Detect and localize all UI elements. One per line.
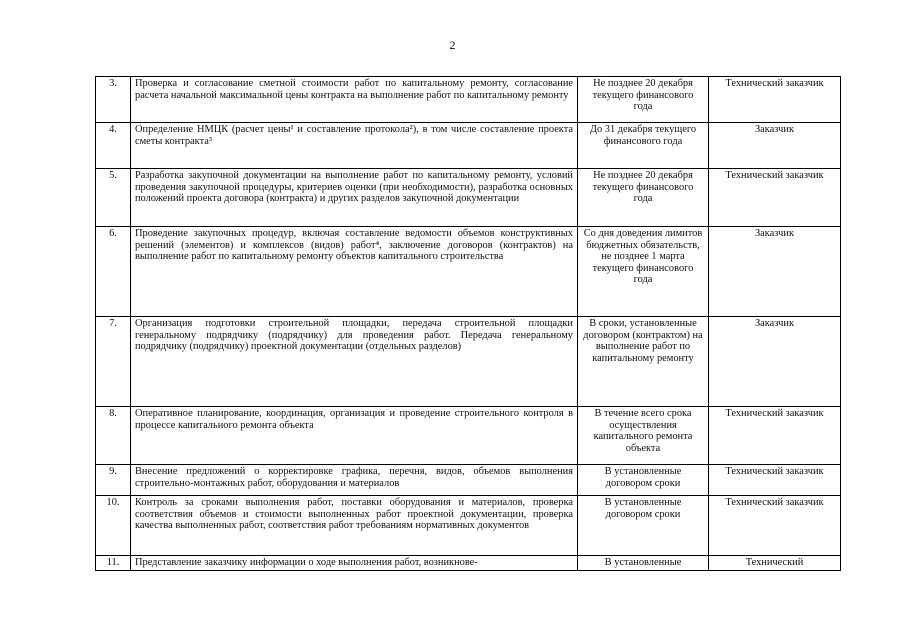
row-deadline: Не позднее 20 декабря текущего финансового года (578, 77, 709, 123)
row-responsible: Технический заказчик (709, 77, 841, 123)
row-number: 10. (96, 496, 131, 556)
row-deadline: Со дня доведения лимитов бюджетных обязательств, не позднее 1 марта текущего финансового года (578, 227, 709, 317)
row-responsible: Технический заказчик (709, 465, 841, 496)
row-responsible: Технический заказчик (709, 496, 841, 556)
row-deadline: Не позднее 20 декабря текущего финансового года (578, 169, 709, 227)
row-number: 9. (96, 465, 131, 496)
table-row (96, 123, 841, 169)
row-deadline: В установленные (578, 556, 709, 571)
row-number: 3. (96, 77, 131, 123)
row-responsible: Технический заказчик (709, 407, 841, 465)
row-deadline: До 31 декабря текущего финансового года (578, 123, 709, 169)
row-description: Внесение предложений о корректировке графика, перечня, видов, объемов выполнения строительно-монтажных работ, оборудования и материалов (131, 465, 578, 496)
table-row (96, 77, 841, 123)
row-number: 7. (96, 317, 131, 407)
row-number: 5. (96, 169, 131, 227)
row-description: Представление заказчику информации о ходе выполнения работ, возникнове- (131, 556, 578, 571)
page-number: 2 (449, 38, 456, 52)
table-row (96, 169, 841, 227)
table-row (96, 556, 841, 571)
table-row (96, 407, 841, 465)
table-row (96, 317, 841, 407)
row-description: Оперативное планирование, координация, организация и проведение строительного контроля в процессе капитального ремонта объекта (131, 407, 578, 465)
row-deadline: В течение всего срока осуществления капитального ремонта объекта (578, 407, 709, 465)
row-number: 8. (96, 407, 131, 465)
row-description: Проверка и согласование сметной стоимости работ по капитальному ремонту, согласование расчета начальной максимальной цены контракта на выполнение работ по капитальному ремонту (131, 77, 578, 123)
row-responsible: Технический заказчик (709, 169, 841, 227)
row-deadline: В установленные договором сроки (578, 496, 709, 556)
row-description: Разработка закупочной документации на выполнение работ по капитальному ремонту, условий проведения закупочной процедуры, критериев оценки (при необходимости), разработка основных положений проекта договора (контракта) и других разделов закупочной документации (131, 169, 578, 227)
row-number: 6. (96, 227, 131, 317)
row-responsible: Заказчик (709, 317, 841, 407)
row-description: Проведение закупочных процедур, включая составление ведомости объемов конструктивных решений (элементов) и комплексов (видов) работ⁴, заключение договоров (контрактов) на выполнение работ по капитальному ремонту объектов капитального строительства (131, 227, 578, 317)
row-number: 11. (96, 556, 131, 571)
row-responsible: Технический (709, 556, 841, 571)
row-deadline: В сроки, установленные договором (контрактом) на выполнение работ по капитальному ремонту (578, 317, 709, 407)
work-plan-table (95, 76, 841, 571)
row-responsible: Заказчик (709, 227, 841, 317)
row-description: Контроль за сроками выполнения работ, поставки оборудования и материалов, проверка соответствия объемов и стоимости выполненных работ проектной документации, проверка качества выполненных работ, соответствия работ требованиям нормативных документов (131, 496, 578, 556)
row-description: Определение НМЦК (расчет цены¹ и составление протокола²), в том числе составление проекта сметы контракта³ (131, 123, 578, 169)
table-row (96, 496, 841, 556)
table-row (96, 227, 841, 317)
row-description: Организация подготовки строительной площадки, передача строительной площадки генеральному подрядчику (подрядчику) для проведения работ. Передача генеральному подрядчику (подрядчику) проектной документации (отдельных разделов) (131, 317, 578, 407)
table-row (96, 465, 841, 496)
row-responsible: Заказчик (709, 123, 841, 169)
row-number: 4. (96, 123, 131, 169)
row-deadline: В установленные договором сроки (578, 465, 709, 496)
